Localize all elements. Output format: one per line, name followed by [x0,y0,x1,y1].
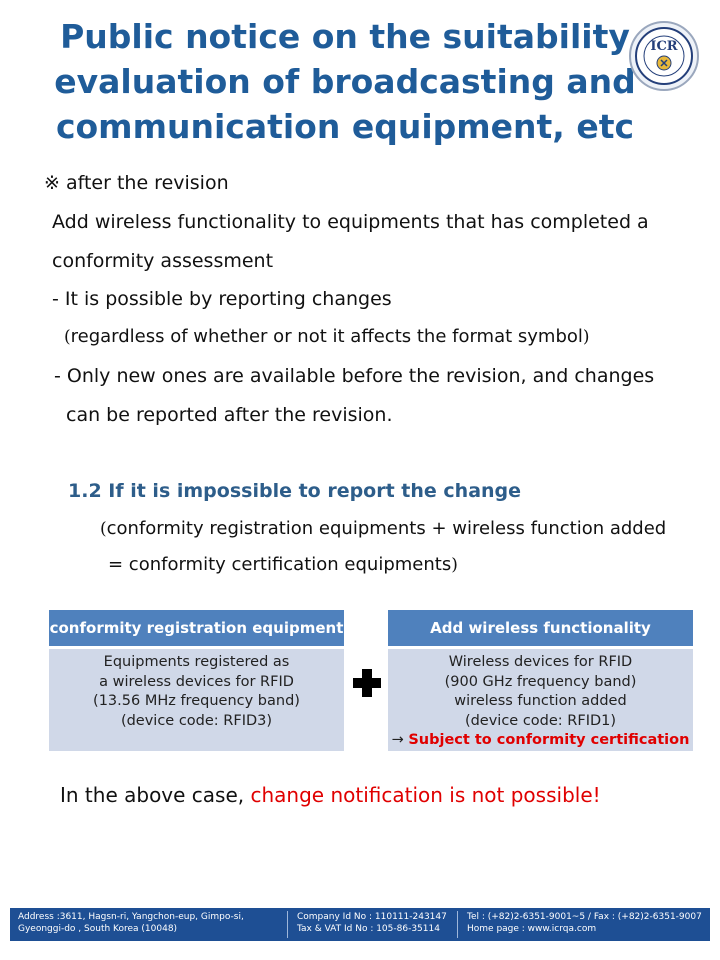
right-box-emphasis-line [388,731,693,751]
revision-note: ※ after the revision [44,172,229,194]
footer-company-line-2: Tax & VAT Id No : 105-86-35114 [297,923,440,934]
conclusion-highlight: change notification is not possible [250,783,593,807]
footer-address-line-1: Address :3611, Hagsn-ri, Yangchon-eup, Gimpo-si, [18,912,244,922]
conclusion [60,783,601,807]
certification-emphasis: Subject to conformity certification [408,732,690,748]
paren-close: ) [582,327,590,347]
left-box-line: (13.56 MHz frequency band) [93,693,300,709]
right-box-body [388,649,693,751]
bullet-1: - It is possible by reporting changes [52,288,392,310]
page-title [40,14,650,149]
logo-text: ICR [650,39,678,54]
footer-company [297,912,447,935]
arrow-icon: → [391,732,404,748]
left-box-header: conformity registration equipment [49,610,344,646]
section-sub-1 [100,518,666,539]
section-sub-2 [108,554,458,575]
bullet-2-line-1: - Only new ones are available before the revision, and changes [54,365,655,387]
section-sub-1-text: conformity registration equipments + wireless function added [106,518,667,539]
paren-open: ( [64,327,71,347]
title-line-3: communication equipment, etc [55,107,635,146]
intro-line-1: Add wireless functionality to equipments that has completed a [52,211,649,233]
bullet-1-note [64,326,590,347]
footer-divider [287,911,288,938]
footer-contact-line-1: Tel : (+82)2-6351-9001~5 / Fax : (+82)2-6351-9007 [467,912,702,922]
right-box-line: wireless function added [454,693,627,709]
left-box-line: (device code: RFID3) [120,712,273,729]
paren-open: ( [100,519,107,539]
title-line-1: Public notice on the suitability [60,17,630,56]
icr-logo-icon [628,20,700,92]
footer-contact-line-2: Home page : www.icrqa.com [467,923,597,934]
footer-address-line-2: Gyeonggi-do , South Korea (10048) [18,923,178,934]
left-box-line: Equipments registered as [103,654,290,670]
right-box-line: (900 GHz frequency band) [444,673,637,690]
footer [10,908,710,941]
left-box-line: a wireless devices for RFID [99,673,294,690]
bullet-1-note-text: regardless of whether or not it affects the format symbol [70,326,583,347]
conclusion-prefix: In the above case, [60,783,251,807]
conclusion-suffix: ! [592,783,601,807]
footer-divider [457,911,458,938]
right-box-header: Add wireless functionality [388,610,693,646]
bullet-2-line-2: can be reported after the revision. [66,404,393,426]
paren-close: ) [451,555,458,575]
intro-line-2: conformity assessment [52,250,274,272]
section-heading: 1.2 If it is impossible to report the change [68,480,522,502]
footer-company-line-1: Company Id No : 110111-243147 [297,912,447,922]
plus-icon [352,668,382,698]
right-box-line: Wireless devices for RFID [448,654,633,670]
footer-address [18,912,244,935]
title-line-2: evaluation of broadcasting and [54,62,636,101]
footer-contact [467,912,702,935]
right-box-line: (device code: RFID1) [464,712,617,729]
left-box-body [49,649,344,751]
section-sub-2-text: = conformity certification equipments [108,554,452,575]
